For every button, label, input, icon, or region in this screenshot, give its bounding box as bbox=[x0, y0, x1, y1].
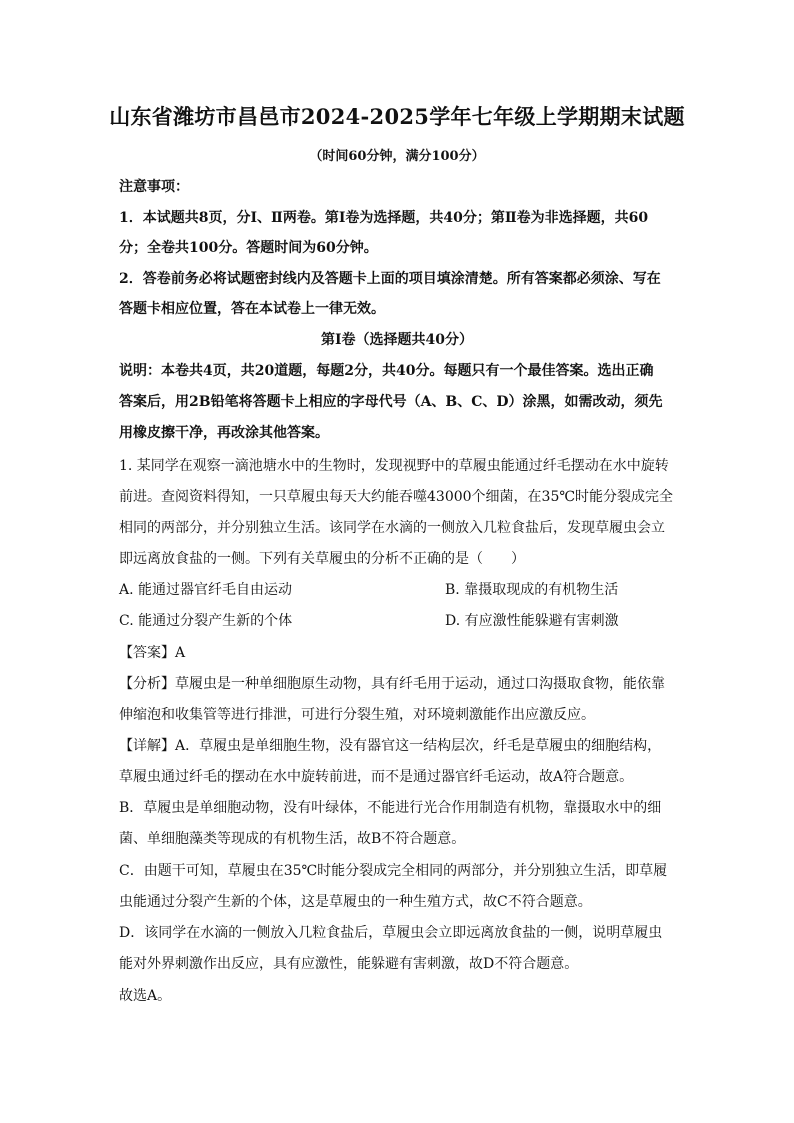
exam-time-info: （时间60分钟，满分100分） bbox=[309, 149, 485, 164]
detail-line: 能对外界刺激作出反应，具有应激性，能躲避有害刺激，故D不符合题意。 bbox=[119, 956, 579, 972]
option-c: C. 能通过分裂产生新的个体 bbox=[119, 613, 293, 629]
instruction-line: 用橡皮擦干净，再改涂其他答案。 bbox=[119, 425, 329, 441]
question-line: 即远离放食盐的一侧。下列有关草履虫的分析不正确的是（ ） bbox=[119, 551, 525, 567]
detail-line: 菌、单细胞藻类等现成的有机物生活，故B不符合题意。 bbox=[119, 831, 466, 847]
option-a: A. 能通过器官纤毛自由运动 bbox=[119, 582, 293, 598]
notice-line: 1．本试题共8页，分Ⅰ、Ⅱ两卷。第Ⅰ卷为选择题，共40分；第Ⅱ卷为非选择题，共60 bbox=[119, 210, 649, 226]
instruction-line: 答案后，用2B铅笔将答题卡上相应的字母代号（A、B、C、D）涂黑，如需改动，须先 bbox=[119, 394, 663, 410]
detail-line: 【详解】A．草履虫是单细胞生物，没有器官这一结构层次，纤毛是草履虫的细胞结构， bbox=[119, 738, 662, 754]
notice-heading: 注意事项： bbox=[119, 179, 189, 195]
answer: 【答案】A bbox=[119, 645, 186, 661]
detail-line: 草履虫通过纤毛的摆动在水中旋转前进，而不是通过器官纤毛运动，故A符合题意。 bbox=[119, 769, 634, 785]
option-d: D. 有应激性能躲避有害刺激 bbox=[445, 613, 619, 629]
question-line: 1. 某同学在观察一滴池塘水中的生物时，发现视野中的草履虫能通过纤毛摆动在水中旋转 bbox=[119, 458, 669, 474]
detail-line: D．该同学在水滴的一侧放入几粒食盐后，草履虫会立即远离放食盐的一侧，说明草履虫 bbox=[119, 925, 663, 941]
question-line: 相同的两部分，并分别独立生活。该同学在水滴的一侧放入几粒食盐后，发现草履虫会立 bbox=[119, 520, 665, 536]
section-title: 第Ⅰ卷（选择题共40分） bbox=[320, 332, 474, 348]
instruction-line: 说明：本卷共4页，共20道题，每题2分，共40分。每题只有一个最佳答案。选出正确 bbox=[119, 363, 654, 379]
option-b: B. 靠摄取现成的有机物生活 bbox=[445, 582, 619, 598]
page-title: 山东省潍坊市昌邑市2024-2025学年七年级上学期期末试题 bbox=[109, 104, 685, 129]
detail-line: 虫能通过分裂产生新的个体，这是草履虫的一种生殖方式，故C不符合题意。 bbox=[119, 894, 592, 910]
detail-line: C．由题干可知，草履虫在35℃时能分裂成完全相同的两部分，并分别独立生活，即草履 bbox=[119, 863, 668, 879]
notice-line: 答题卡相应位置，答在本试卷上一律无效。 bbox=[119, 301, 385, 317]
conclusion: 故选A。 bbox=[119, 988, 172, 1004]
notice-line: 分；全卷共100分。答题时间为60分钟。 bbox=[119, 240, 378, 256]
analysis-line: 伸缩泡和收集管等进行排泄，可进行分裂生殖，对环境刺激能作出应激反应。 bbox=[119, 707, 595, 723]
detail-line: B．草履虫是单细胞动物，没有叶绿体，不能进行光合作用制造有机物，靠摄取水中的细 bbox=[119, 800, 662, 816]
question-line: 前进。查阅资料得知，一只草履虫每天大约能吞噬43000个细菌，在35℃时能分裂成完全 bbox=[119, 489, 674, 505]
notice-line: 2．答卷前务必将试题密封线内及答题卡上面的项目填涂清楚。所有答案都必须涂、写在 bbox=[119, 271, 661, 287]
analysis-line: 【分析】草履虫是一种单细胞原生动物，具有纤毛用于运动，通过口沟摄取食物，能依靠 bbox=[119, 676, 665, 692]
